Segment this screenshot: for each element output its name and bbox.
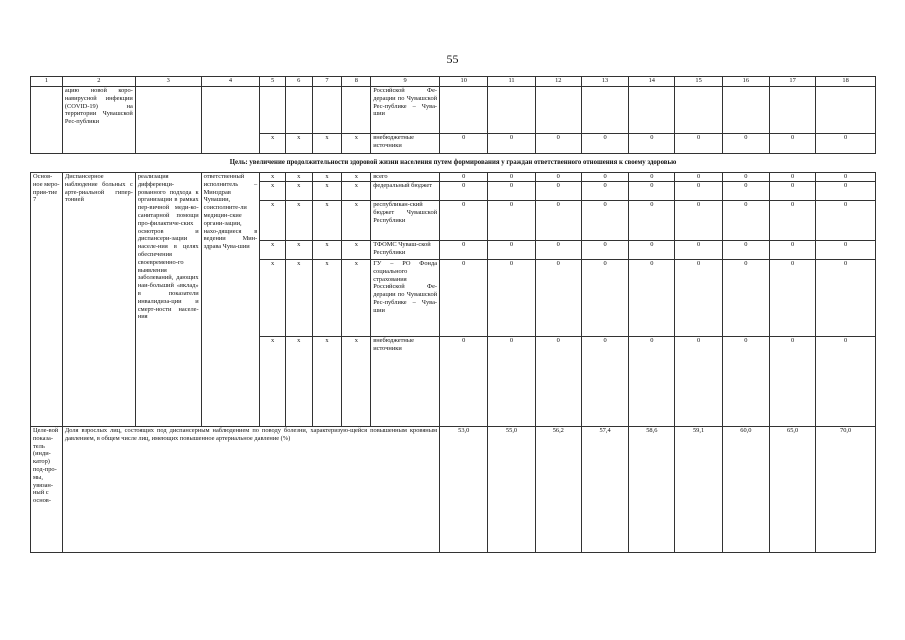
value-cell: 0 [629, 260, 675, 337]
value-cell: 0 [675, 337, 722, 427]
code-cell: x [312, 260, 342, 337]
header-cell: 3 [135, 77, 201, 87]
value-cell: 0 [816, 173, 876, 182]
code-cell: x [260, 173, 286, 182]
value-cell: 56,2 [535, 427, 581, 553]
header-cell: 4 [201, 77, 260, 87]
value-cell: 0 [440, 260, 488, 337]
header-cell: 16 [722, 77, 769, 87]
empty-cell [535, 87, 581, 134]
code-cell: x [285, 241, 312, 260]
empty-cell [488, 87, 535, 134]
empty-cell [770, 87, 816, 134]
code-cell: x [285, 260, 312, 337]
code-cell: x [285, 201, 312, 241]
value-cell: 55,0 [488, 427, 535, 553]
header-cell: 6 [285, 77, 312, 87]
value-cell: 0 [770, 182, 816, 201]
value-cell: 0 [535, 337, 581, 427]
value-cell: 59,1 [675, 427, 722, 553]
value-cell: 0 [488, 182, 535, 201]
empty-cell [629, 87, 675, 134]
value-cell: 0 [722, 201, 769, 241]
header-cell: 11 [488, 77, 535, 87]
value-cell: 0 [535, 134, 581, 154]
funding-source: федеральный бюджет [371, 182, 440, 201]
value-cell: 0 [581, 173, 628, 182]
value-cell: 0 [535, 241, 581, 260]
value-cell: 0 [675, 182, 722, 201]
code-cell: x [342, 182, 371, 201]
empty-cell [201, 87, 260, 154]
header-cell: 12 [535, 77, 581, 87]
value-cell: 0 [629, 201, 675, 241]
header-cell: 5 [260, 77, 286, 87]
value-cell: 0 [581, 241, 628, 260]
value-cell: 0 [675, 173, 722, 182]
code-cell: x [260, 260, 286, 337]
measure-description: реализация дифференци-рованного подхода к организации в рамках пер-вичной меди-ко-санитарной помощи про-филактиче-ских осмотров и диспансери-зации населе-ния в целях обеспечения своевременно-го выявления заболеваний, дающих наи-больший «вклад» в показатели инвалидиза-ции и смерт-ности населе-ния [135, 173, 201, 427]
code-cell: x [342, 134, 371, 154]
empty-cell [675, 87, 722, 134]
value-cell: 0 [535, 201, 581, 241]
funding-source: внебюджетные источники [371, 337, 440, 427]
code-cell: x [285, 173, 312, 182]
indicator-text: Доля взрослых лиц, состоящих под диспансерным наблюдением по поводу болезни, характеризую-щейся повышенным кровяным давлением, в общем числе лиц, имеющих повышенное артериальное давление (%) [62, 427, 439, 553]
value-cell: 0 [488, 201, 535, 241]
code-cell: x [285, 134, 312, 154]
header-cell: 10 [440, 77, 488, 87]
value-cell: 0 [770, 337, 816, 427]
code-cell: x [312, 337, 342, 427]
value-cell: 0 [488, 337, 535, 427]
header-cell: 17 [770, 77, 816, 87]
value-cell: 0 [488, 173, 535, 182]
value-cell: 0 [770, 241, 816, 260]
header-cell: 14 [629, 77, 675, 87]
value-cell: 0 [816, 182, 876, 201]
header-cell: 8 [342, 77, 371, 87]
header-cell: 13 [581, 77, 628, 87]
code-cell: x [312, 134, 342, 154]
responsible-executor: ответственный исполнитель – Минздрав Чувашии, соисполните-ли медицин-ские органи-зации, нахо-дящиеся в ведении Мин-здрава Чува-шии [201, 173, 260, 427]
header-cell: 15 [675, 77, 722, 87]
goal-row [31, 154, 876, 173]
funding-source: Российской Фе-дерации по Чувашской Рес-публике – Чува-шии [371, 87, 440, 134]
value-cell: 53,0 [440, 427, 488, 553]
header-cell: 2 [62, 77, 135, 87]
funding-source: всего [371, 173, 440, 182]
value-cell: 0 [675, 241, 722, 260]
value-cell: 0 [816, 201, 876, 241]
header-cell: 9 [371, 77, 440, 87]
code-cell: x [312, 201, 342, 241]
code-cell: x [285, 337, 312, 427]
funding-source: ТФОМС Чуваш-ской Республики [371, 241, 440, 260]
code-cell: x [260, 134, 286, 154]
header-cell: 7 [312, 77, 342, 87]
value-cell: 0 [722, 182, 769, 201]
value-cell: 0 [722, 241, 769, 260]
value-cell: 65,0 [770, 427, 816, 553]
table-row [31, 173, 876, 182]
code-cell: x [342, 173, 371, 182]
page-number: 55 [446, 52, 459, 66]
funding-source: внебюджетные источники [371, 134, 440, 154]
code-cell: x [260, 337, 286, 427]
value-cell: 0 [581, 337, 628, 427]
value-cell: 0 [675, 260, 722, 337]
budget-table [30, 76, 876, 553]
value-cell: 0 [722, 134, 769, 154]
value-cell: 0 [535, 260, 581, 337]
value-cell: 0 [535, 173, 581, 182]
funding-source: республикан-ский бюджет Чувашской Республики [371, 201, 440, 241]
empty-cell [260, 87, 286, 134]
code-cell: x [260, 182, 286, 201]
empty-cell [342, 87, 371, 134]
value-cell: 0 [770, 134, 816, 154]
empty-cell [440, 87, 488, 134]
value-cell: 57,4 [581, 427, 628, 553]
value-cell: 0 [629, 134, 675, 154]
header-cell: 1 [31, 77, 63, 87]
value-cell: 0 [770, 260, 816, 337]
value-cell: 0 [816, 241, 876, 260]
empty-cell [135, 87, 201, 154]
header-row [31, 77, 876, 87]
goal-heading: Цель: увеличение продолжительности здоровой жизни населения путем формирования у граждан ответственного отношения к своему здоровью [31, 154, 876, 173]
code-cell: x [342, 241, 371, 260]
value-cell: 0 [581, 201, 628, 241]
value-cell: 60,0 [722, 427, 769, 553]
value-cell: 0 [440, 337, 488, 427]
value-cell: 0 [440, 134, 488, 154]
measure-name-cont: ацию новой коро-навирусной инфекции (COVID-19) на территории Чувашской Рес-публики [62, 87, 135, 154]
value-cell: 0 [629, 241, 675, 260]
measure-name: Диспансерное наблюдение больных с арте-риальной гипер-тонией [62, 173, 135, 427]
code-cell: x [260, 241, 286, 260]
value-cell: 0 [488, 241, 535, 260]
value-cell: 0 [675, 134, 722, 154]
value-cell: 0 [581, 134, 628, 154]
code-cell: x [342, 260, 371, 337]
value-cell: 0 [440, 201, 488, 241]
code-cell: x [342, 337, 371, 427]
table-row [31, 87, 876, 134]
code-cell: x [342, 201, 371, 241]
indicator-row [31, 427, 876, 553]
value-cell: 0 [675, 201, 722, 241]
value-cell: 0 [770, 173, 816, 182]
empty-cell [31, 87, 63, 154]
empty-cell [581, 87, 628, 134]
value-cell: 0 [816, 260, 876, 337]
code-cell: x [260, 201, 286, 241]
empty-cell [285, 87, 312, 134]
value-cell: 0 [629, 182, 675, 201]
value-cell: 0 [816, 134, 876, 154]
code-cell: x [312, 173, 342, 182]
value-cell: 0 [488, 134, 535, 154]
code-cell: x [285, 182, 312, 201]
value-cell: 70,0 [816, 427, 876, 553]
funding-source: ГУ – РО Фонда социального страхования Российской Фе-дерации по Чувашской Рес-публике – Чува-шии [371, 260, 440, 337]
value-cell: 0 [722, 337, 769, 427]
code-cell: x [312, 182, 342, 201]
value-cell: 0 [440, 173, 488, 182]
value-cell: 0 [629, 173, 675, 182]
empty-cell [722, 87, 769, 134]
value-cell: 0 [722, 173, 769, 182]
value-cell: 0 [488, 260, 535, 337]
value-cell: 0 [629, 337, 675, 427]
value-cell: 0 [440, 241, 488, 260]
value-cell: 0 [440, 182, 488, 201]
measure-label: Основ-ное меро-прия-тие 7 [31, 173, 63, 427]
value-cell: 0 [816, 337, 876, 427]
empty-cell [816, 87, 876, 134]
value-cell: 0 [535, 182, 581, 201]
code-cell: x [312, 241, 342, 260]
value-cell: 0 [581, 182, 628, 201]
value-cell: 0 [722, 260, 769, 337]
value-cell: 0 [581, 260, 628, 337]
indicator-label: Целе-вой показа-тель (инди-катор) под-про-мы, увязан-ный с основ- [31, 427, 63, 553]
value-cell: 0 [770, 201, 816, 241]
header-cell: 18 [816, 77, 876, 87]
value-cell: 58,6 [629, 427, 675, 553]
empty-cell [312, 87, 342, 134]
